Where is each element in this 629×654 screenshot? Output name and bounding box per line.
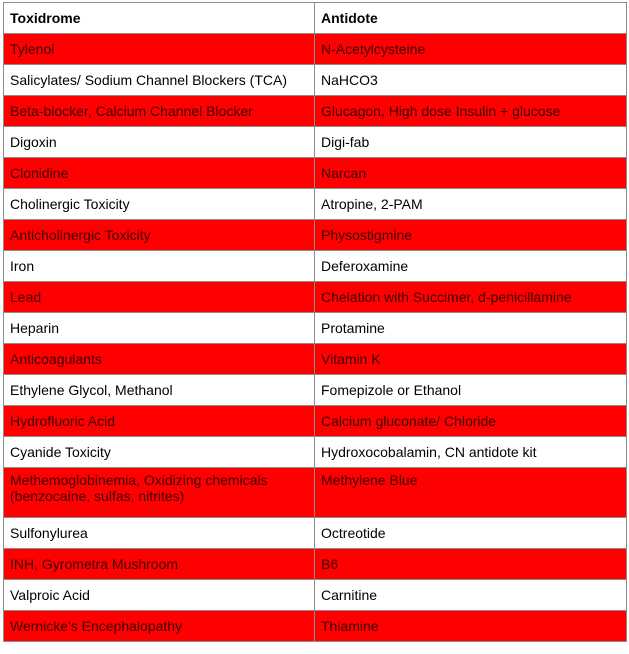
antidote-cell: Methylene Blue <box>315 468 627 518</box>
table-row <box>4 580 627 611</box>
antidote-cell: NaHCO3 <box>315 65 627 96</box>
table-row <box>4 96 627 127</box>
table-row <box>4 549 627 580</box>
antidote-cell: N-Acetylcysteine <box>315 34 627 65</box>
antidote-cell: B6 <box>315 549 627 580</box>
table-row <box>4 406 627 437</box>
table-row <box>4 468 627 518</box>
toxidrome-cell: Cholinergic Toxicity <box>4 189 315 220</box>
toxidrome-cell: Hydrofluoric Acid <box>4 406 315 437</box>
toxidrome-cell: Salicylates/ Sodium Channel Blockers (TCA) <box>4 65 315 96</box>
antidote-cell: Digi-fab <box>315 127 627 158</box>
table-row <box>4 282 627 313</box>
toxidrome-antidote-table <box>3 2 627 642</box>
table-row <box>4 611 627 642</box>
antidote-cell: Vitamin K <box>315 344 627 375</box>
table-row <box>4 220 627 251</box>
antidote-cell: Calcium gluconate/ Chloride <box>315 406 627 437</box>
table-row <box>4 313 627 344</box>
table-row <box>4 189 627 220</box>
toxidrome-cell: Wernicke's Encephalopathy <box>4 611 315 642</box>
toxidrome-cell: Ethylene Glycol, Methanol <box>4 375 315 406</box>
toxidrome-cell: Beta-blocker, Calcium Channel Blocker <box>4 96 315 127</box>
antidote-cell: Thiamine <box>315 611 627 642</box>
antidote-cell: Hydroxocobalamin, CN antidote kit <box>315 437 627 468</box>
antidote-cell: Glucagon, High dose Insulin + glucose <box>315 96 627 127</box>
toxidrome-cell: Clonidine <box>4 158 315 189</box>
toxidrome-cell: Digoxin <box>4 127 315 158</box>
table-row <box>4 437 627 468</box>
toxidrome-cell: Lead <box>4 282 315 313</box>
toxidrome-cell: Methemoglobinemia, Oxidizing chemicals (benzocaine, sulfas, nitrites) <box>4 468 315 518</box>
toxidrome-cell: Tylenol <box>4 34 315 65</box>
antidote-cell: Narcan <box>315 158 627 189</box>
table-row <box>4 344 627 375</box>
table-row <box>4 34 627 65</box>
table-row <box>4 251 627 282</box>
table-row <box>4 375 627 406</box>
antidote-cell: Fomepizole or Ethanol <box>315 375 627 406</box>
antidote-cell: Deferoxamine <box>315 251 627 282</box>
header-toxidrome: Toxidrome <box>4 3 315 34</box>
table-row <box>4 158 627 189</box>
table-row <box>4 518 627 549</box>
toxidrome-cell: Anticholinergic Toxicity <box>4 220 315 251</box>
antidote-cell: Octreotide <box>315 518 627 549</box>
toxidrome-cell: Cyanide Toxicity <box>4 437 315 468</box>
antidote-cell: Atropine, 2-PAM <box>315 189 627 220</box>
toxidrome-cell: Sulfonylurea <box>4 518 315 549</box>
toxidrome-cell: Iron <box>4 251 315 282</box>
table-header-row <box>4 3 627 34</box>
antidote-cell: Chelation with Succimer, d-penicillamine <box>315 282 627 313</box>
table-row <box>4 127 627 158</box>
antidote-cell: Physostigmine <box>315 220 627 251</box>
toxidrome-cell: INH, Gyrometra Mushroom <box>4 549 315 580</box>
toxidrome-cell: Valproic Acid <box>4 580 315 611</box>
antidote-cell: Carnitine <box>315 580 627 611</box>
toxidrome-cell: Heparin <box>4 313 315 344</box>
toxidrome-cell: Anticoagulants <box>4 344 315 375</box>
header-antidote: Antidote <box>315 3 627 34</box>
table-row <box>4 65 627 96</box>
antidote-cell: Protamine <box>315 313 627 344</box>
